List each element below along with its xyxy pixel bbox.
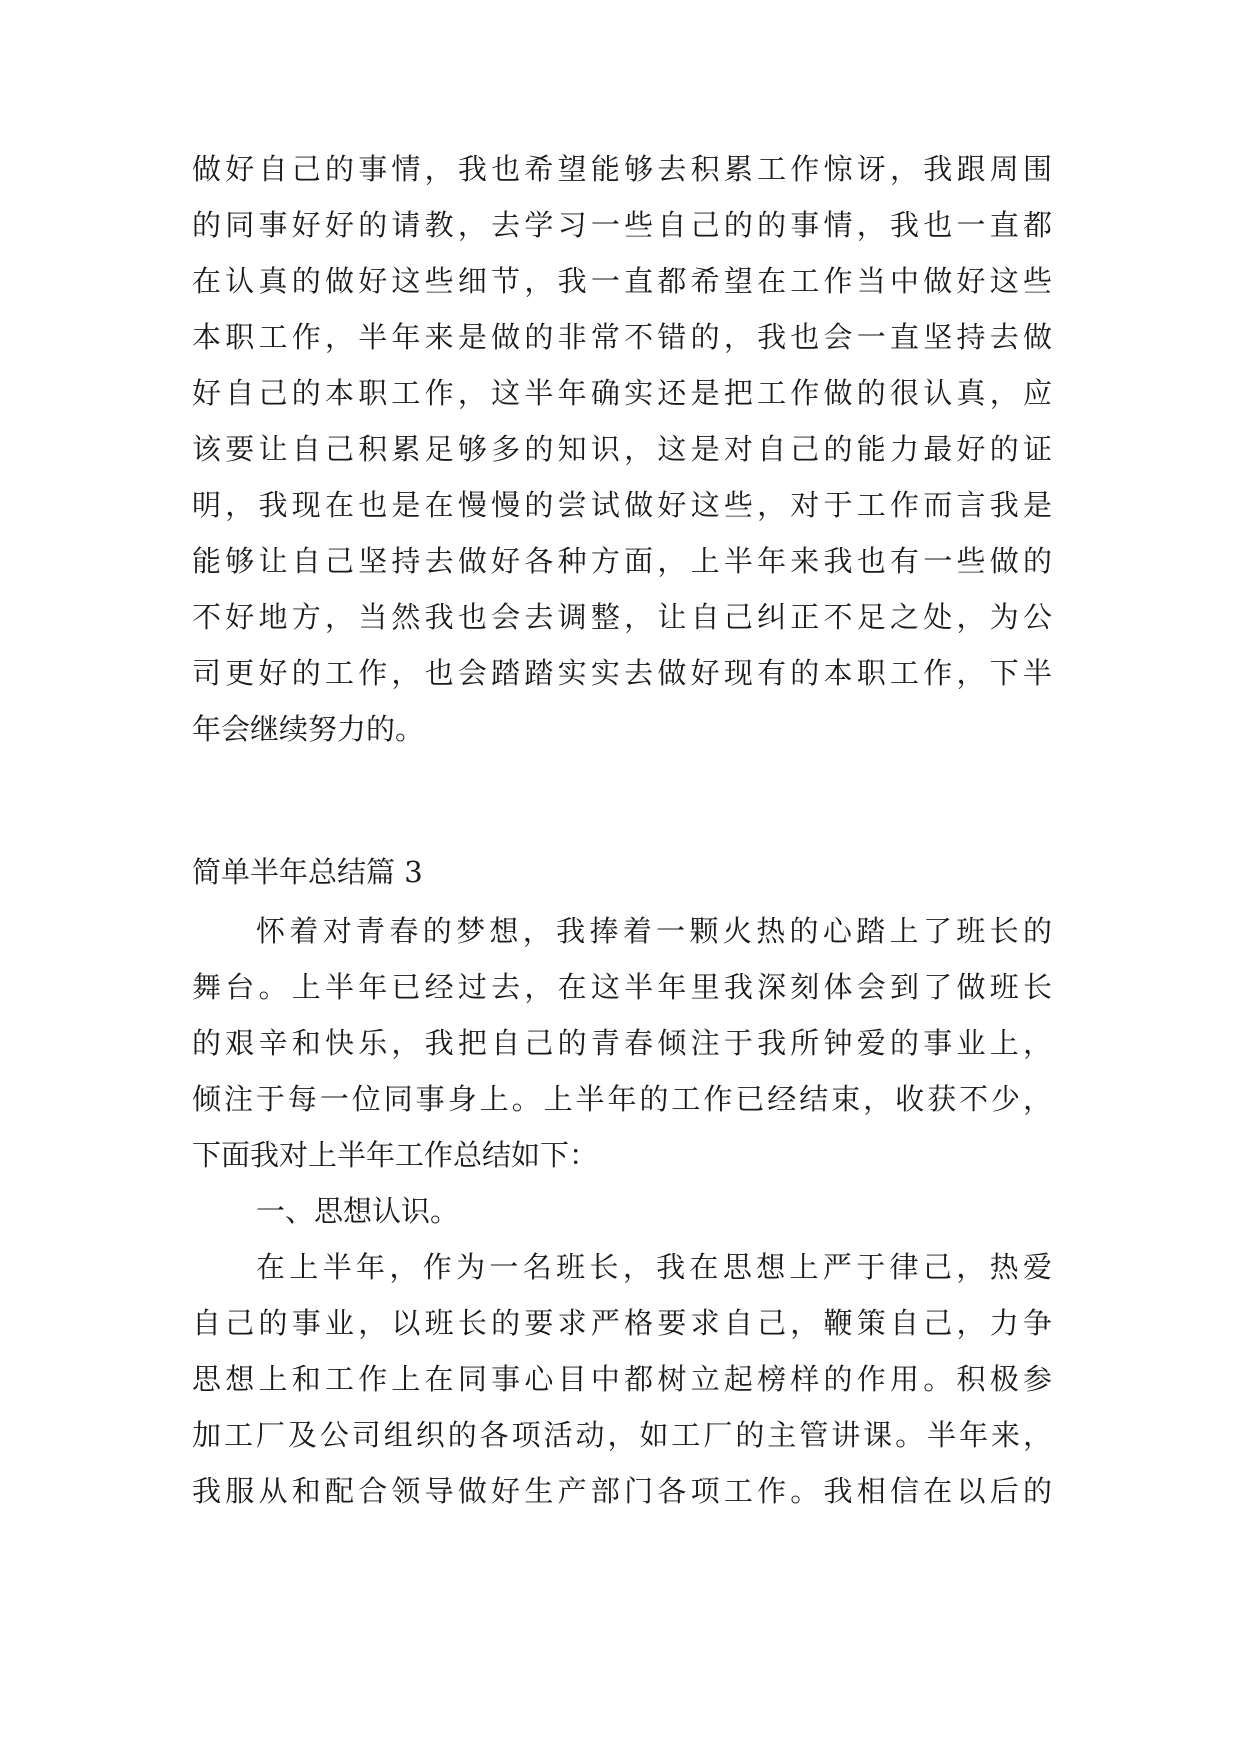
body-text-line: 自己的事业，以班长的要求严格要求自己，鞭策自己，力争 <box>192 1306 1052 1340</box>
body-text-line: 做好自己的事情，我也希望能够去积累工作惊讶，我跟周围 <box>192 152 1052 186</box>
body-text-line: 我服从和配合领导做好生产部门各项工作。我相信在以后的 <box>192 1474 1052 1508</box>
body-text-line: 明，我现在也是在慢慢的尝试做好这些，对于工作而言我是 <box>192 488 1052 522</box>
body-text-line: 在上半年，作为一名班长，我在思想上严于律己，热爱 <box>256 1250 1052 1284</box>
body-text-line: 不好地方，当然我也会去调整，让自己纠正不足之处，为公 <box>192 600 1052 634</box>
body-text-line: 的同事好好的请教，去学习一些自己的的事情，我也一直都 <box>192 208 1052 242</box>
body-text-line: 加工厂及公司组织的各项活动，如工厂的主管讲课。半年来， <box>192 1418 1052 1452</box>
body-text-line: 怀着对青春的梦想，我捧着一颗火热的心踏上了班长的 <box>256 914 1052 948</box>
body-text-line: 该要让自己积累足够多的知识，这是对自己的能力最好的证 <box>192 432 1052 466</box>
body-text-line: 倾注于每一位同事身上。上半年的工作已经结束，收获不少， <box>192 1082 1052 1116</box>
body-text-line: 思想上和工作上在同事心目中都树立起榜样的作用。积极参 <box>192 1362 1052 1396</box>
body-text-line: 能够让自己坚持去做好各种方面，上半年来我也有一些做的 <box>192 544 1052 578</box>
body-text-line: 在认真的做好这些细节，我一直都希望在工作当中做好这些 <box>192 264 1052 298</box>
body-text-line: 司更好的工作，也会踏踏实实去做好现有的本职工作，下半 <box>192 656 1052 690</box>
body-text-line: 下面我对上半年工作总结如下： <box>192 1138 599 1172</box>
body-text-line: 的艰辛和快乐，我把自己的青春倾注于我所钟爱的事业上， <box>192 1026 1052 1060</box>
body-text-line: 舞台。上半年已经过去，在这半年里我深刻体会到了做班长 <box>192 970 1052 1004</box>
body-text-line: 好自己的本职工作，这半年确实还是把工作做的很认真，应 <box>192 376 1052 410</box>
subheading-line: 一、思想认识。 <box>256 1194 460 1228</box>
body-text-line: 本职工作，半年来是做的非常不错的，我也会一直坚持去做 <box>192 320 1052 354</box>
body-text-line: 年会继续努力的。 <box>192 712 425 746</box>
section-heading: 简单半年总结篇 3 <box>192 855 423 889</box>
